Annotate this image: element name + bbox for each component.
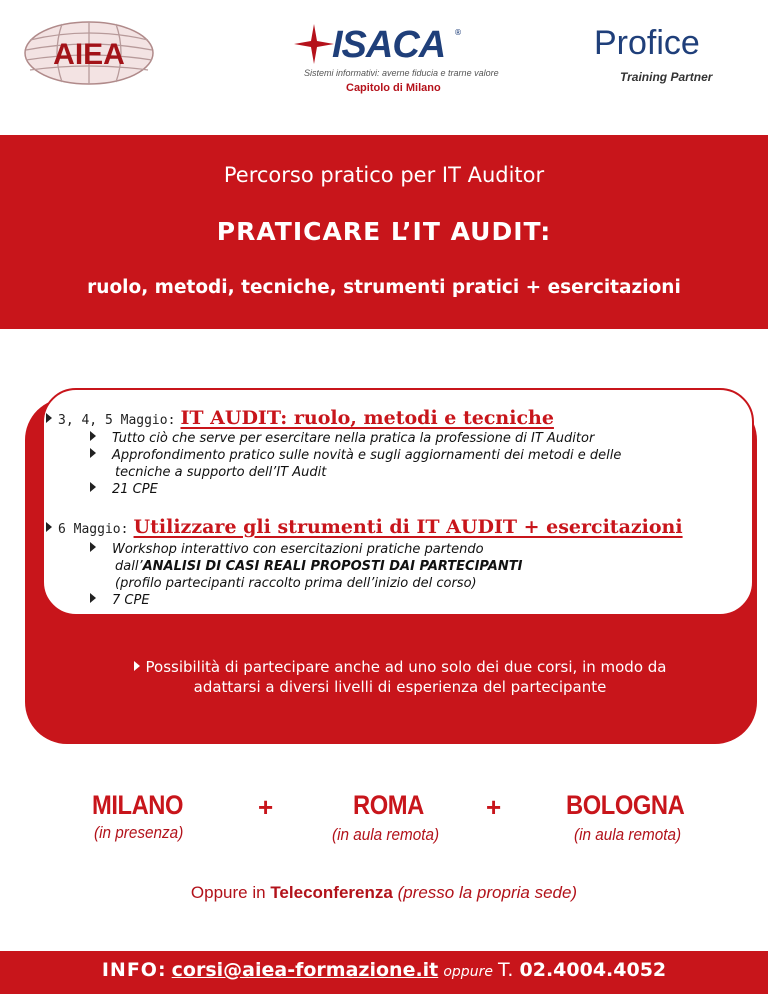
triangle-bullet-icon [46, 522, 52, 532]
location-milano: MILANO [92, 790, 184, 820]
course-path: Percorso pratico per IT Auditor [223, 163, 545, 187]
triangle-bullet-icon [46, 413, 52, 423]
page-subtitle: ruolo, metodi, tecniche, strumenti pratici + esercitazioni [87, 277, 681, 298]
info-phone: T. 02.4004.4052 [498, 959, 667, 981]
profice-logo [594, 24, 744, 94]
module-2-bullet: Workshop interattivo con esercitazioni pratiche partendo [90, 541, 484, 558]
module-2-bullet-continuation: (profilo partecipanti raccolto prima dell’inizio del corso) [115, 576, 477, 591]
module-1-header [46, 407, 554, 429]
triangle-bullet-icon [90, 448, 96, 458]
location-roma: ROMA [353, 790, 424, 820]
info-line: INFO: corsi@aiea-formazione.it oppure T. 02.4004.4052 [101, 959, 667, 981]
module-1-title: IT AUDIT: ruolo, metodi e tecniche [180, 407, 554, 429]
profice-subtitle: Training Partner [620, 70, 713, 84]
aiea-logo [22, 20, 157, 86]
triangle-bullet-icon [90, 593, 96, 603]
module-1-bullet: Approfondimento pratico sulle novità e sugli aggiornamenti dei metodi e delle [90, 447, 621, 464]
module-2-bullet: 7 CPE [90, 592, 150, 609]
module-1-dates: 3, 4, 5 Maggio: [58, 413, 176, 428]
module-1-bullet: Tutto ciò che serve per esercitare nella pratica la professione di IT Auditor [90, 430, 594, 447]
triangle-bullet-icon [90, 482, 96, 492]
module-2-header [46, 516, 683, 538]
info-or: oppure [443, 964, 493, 980]
location-roma-mode: (in aula remota) [332, 825, 440, 844]
info-label: INFO [101, 959, 158, 981]
plus-sign: + [486, 792, 502, 822]
module-1-bullet: 21 CPE [90, 481, 158, 498]
page-title: PRATICARE L’IT AUDIT: [216, 217, 552, 246]
module-2-dates: 6 Maggio: [58, 522, 129, 537]
location-bologna: BOLOGNA [566, 790, 685, 820]
isaca-tagline: Sistemi informativi: averne fiducia e trarne valore [304, 68, 499, 78]
aiea-logo-text: AIEA [53, 38, 125, 71]
plus-sign: + [258, 792, 274, 822]
isaca-logo: ISACA ® Sistemi informativi: averne fiducia e trarne valore Capitolo di Milano [292, 22, 472, 98]
location-bologna-mode: (in aula remota) [574, 825, 682, 844]
info-email-link[interactable]: corsi@aiea-formazione.it [171, 959, 439, 981]
triangle-bullet-icon [134, 661, 140, 671]
teleconference-note: Oppure in Teleconferenza (presso la propria sede) [190, 883, 578, 902]
option-note: Possibilità di partecipare anche ad uno solo dei due corsi, in modo da adattarsi a diversi livelli di esperienza del partecipante [60, 657, 740, 697]
module-2-bullet-continuation: dall’ANALISI DI CASI REALI PROPOSTI DAI PARTECIPANTI [115, 559, 523, 574]
module-2-title: Utilizzare gli strumenti di IT AUDIT + esercitazioni [133, 516, 683, 538]
location-milano-mode: (in presenza) [94, 823, 184, 842]
profice-wordmark: Profice [594, 24, 700, 62]
triangle-bullet-icon [90, 431, 96, 441]
triangle-bullet-icon [90, 542, 96, 552]
isaca-wordmark: ISACA [332, 24, 446, 66]
module-1-bullet-continuation: tecniche a supporto dell’IT Audit [115, 465, 327, 480]
isaca-star-icon [292, 22, 336, 66]
isaca-chapter: Capitolo di Milano [346, 82, 441, 94]
